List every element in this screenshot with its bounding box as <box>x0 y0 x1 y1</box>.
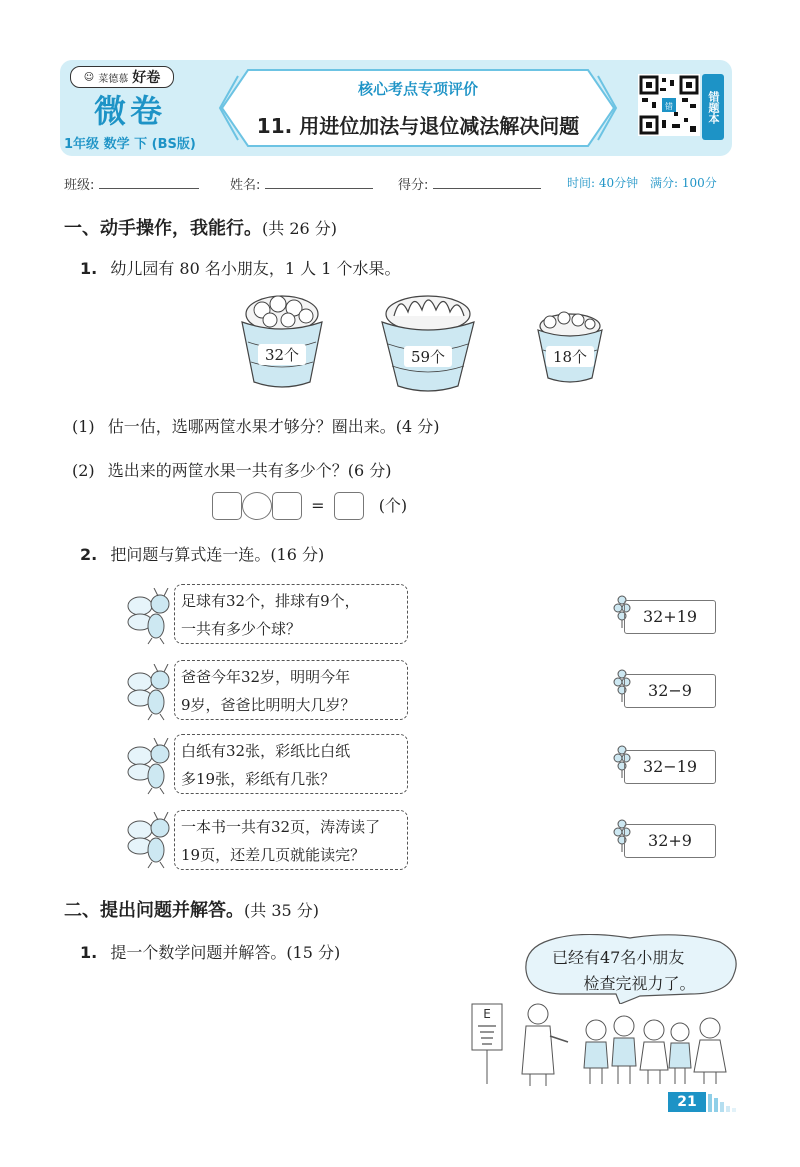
logo-text: 菜德慕 <box>98 73 129 85</box>
name-blank[interactable] <box>265 188 373 189</box>
page-title: 11. 用进位加法与退位减法解决问题 <box>256 114 580 138</box>
question-text: 把问题与算式连一连。(16 分) <box>110 545 325 564</box>
problem-card-3[interactable] <box>174 734 408 794</box>
wrong-answer-book-tab[interactable]: 错题本 <box>702 74 724 140</box>
page-number: 21 <box>668 1092 706 1112</box>
sub-question-text: 估一估，选哪两筐水果才够分？圈出来。(4 分) <box>107 417 440 436</box>
speech-line: 已经有47名小朋友 <box>552 948 685 967</box>
grade-label: 1年级 数学 下 (BS版) <box>64 137 196 152</box>
class-blank[interactable] <box>99 188 199 189</box>
child-icon <box>669 1023 691 1084</box>
sub-question-number: (1) <box>72 417 95 436</box>
expression-box-3[interactable]: 32−19 <box>624 750 716 784</box>
child-icon <box>612 1016 636 1084</box>
operator-circle[interactable] <box>242 492 272 520</box>
basket-2-count: 59个 <box>404 346 452 367</box>
brand-logo <box>70 66 174 88</box>
time-limit: 时间: 40分钟 <box>567 176 639 190</box>
expression-box-4[interactable]: 32+9 <box>624 824 716 858</box>
basket-3-count: 18个 <box>546 346 594 367</box>
question-text: 幼儿园有 80 名小朋友，1 人 1 个水果。 <box>110 259 401 278</box>
basket-1-count: 32个 <box>258 344 306 365</box>
bee-icon <box>126 588 174 646</box>
section-2-heading <box>64 896 319 922</box>
answer-box-2[interactable] <box>272 492 302 520</box>
question-text: 提一个数学问题并解答。(15 分) <box>110 943 341 962</box>
sub-question-text: 选出来的两筐水果一共有多少个？(6 分) <box>107 461 392 480</box>
section-1-score: (共 26 分) <box>262 219 338 238</box>
problem-line: 一共有多少个球？ <box>181 620 302 638</box>
question-number: 2. <box>80 545 98 564</box>
question-1-1-part-2 <box>72 458 392 481</box>
qr-code-icon[interactable] <box>638 74 700 136</box>
eye-chart-icon <box>472 1004 502 1084</box>
bee-icon <box>126 812 174 870</box>
answer-box-result[interactable] <box>334 492 364 520</box>
bee-icon <box>126 664 174 722</box>
eye-exam-illustration <box>470 996 732 1088</box>
problem-card-2[interactable] <box>174 660 408 720</box>
problem-line: 爸爸今年32岁，明明今年 <box>181 668 351 686</box>
problem-line: 足球有32个，排球有9个， <box>181 592 360 610</box>
smile-icon: ☺ <box>83 71 95 83</box>
problem-card-1[interactable] <box>174 584 408 644</box>
child-icon <box>694 1018 726 1084</box>
child-icon <box>640 1020 668 1084</box>
section-1-heading <box>64 214 337 240</box>
name-label: 姓名: <box>230 178 261 193</box>
bee-icon <box>126 738 174 796</box>
question-1-1 <box>80 256 400 279</box>
problem-card-4[interactable] <box>174 810 408 870</box>
answer-equation <box>212 492 407 520</box>
section-1-title: 一、动手操作，我能行。 <box>64 218 262 239</box>
time-info <box>567 174 717 191</box>
question-1-2 <box>80 542 324 565</box>
problem-line: 19页，还差几页就能读完？ <box>181 846 366 864</box>
logo-big-text: 好卷 <box>132 70 161 86</box>
eye-chart-letter: E <box>483 1007 491 1021</box>
full-score: 满分: 100分 <box>649 176 717 190</box>
problem-line: 9岁，爸爸比明明大几岁？ <box>181 696 356 714</box>
doctor-icon <box>522 1004 568 1086</box>
answer-box-1[interactable] <box>212 492 242 520</box>
question-1-1-part-1 <box>72 414 440 437</box>
name-field[interactable] <box>230 174 373 193</box>
basket-2[interactable] <box>382 296 474 391</box>
score-field[interactable] <box>398 174 541 193</box>
problem-line: 白纸有32张，彩纸比白纸 <box>181 742 351 760</box>
qr-center-label: 错 <box>665 102 673 111</box>
speech-line: 检查完视力了。 <box>583 974 696 993</box>
class-label: 班级: <box>64 178 95 193</box>
question-number: 1. <box>80 259 98 278</box>
class-field[interactable] <box>64 174 199 193</box>
question-number: 1. <box>80 943 98 962</box>
expression-box-1[interactable]: 32+19 <box>624 600 716 634</box>
child-icon <box>584 1020 608 1084</box>
score-label: 得分: <box>398 178 429 193</box>
equals-sign: = <box>311 495 325 515</box>
speech-text <box>552 945 727 997</box>
score-blank[interactable] <box>433 188 541 189</box>
section-2-title: 二、提出问题并解答。 <box>64 900 244 921</box>
subtitle: 核心考点专项评价 <box>357 80 478 98</box>
series-title: 微卷 <box>93 92 166 130</box>
basket-1[interactable] <box>242 296 322 387</box>
section-2-score: (共 35 分) <box>244 901 320 920</box>
problem-line: 多19张，彩纸有几张？ <box>181 770 336 788</box>
sub-question-number: (2) <box>72 461 95 480</box>
expression-box-2[interactable]: 32−9 <box>624 674 716 708</box>
bars-decoration-icon <box>708 1094 738 1112</box>
problem-line: 一本书一共有32页，涛涛读了 <box>181 818 381 836</box>
unit-label: (个) <box>378 495 408 515</box>
question-2-1 <box>80 940 340 963</box>
